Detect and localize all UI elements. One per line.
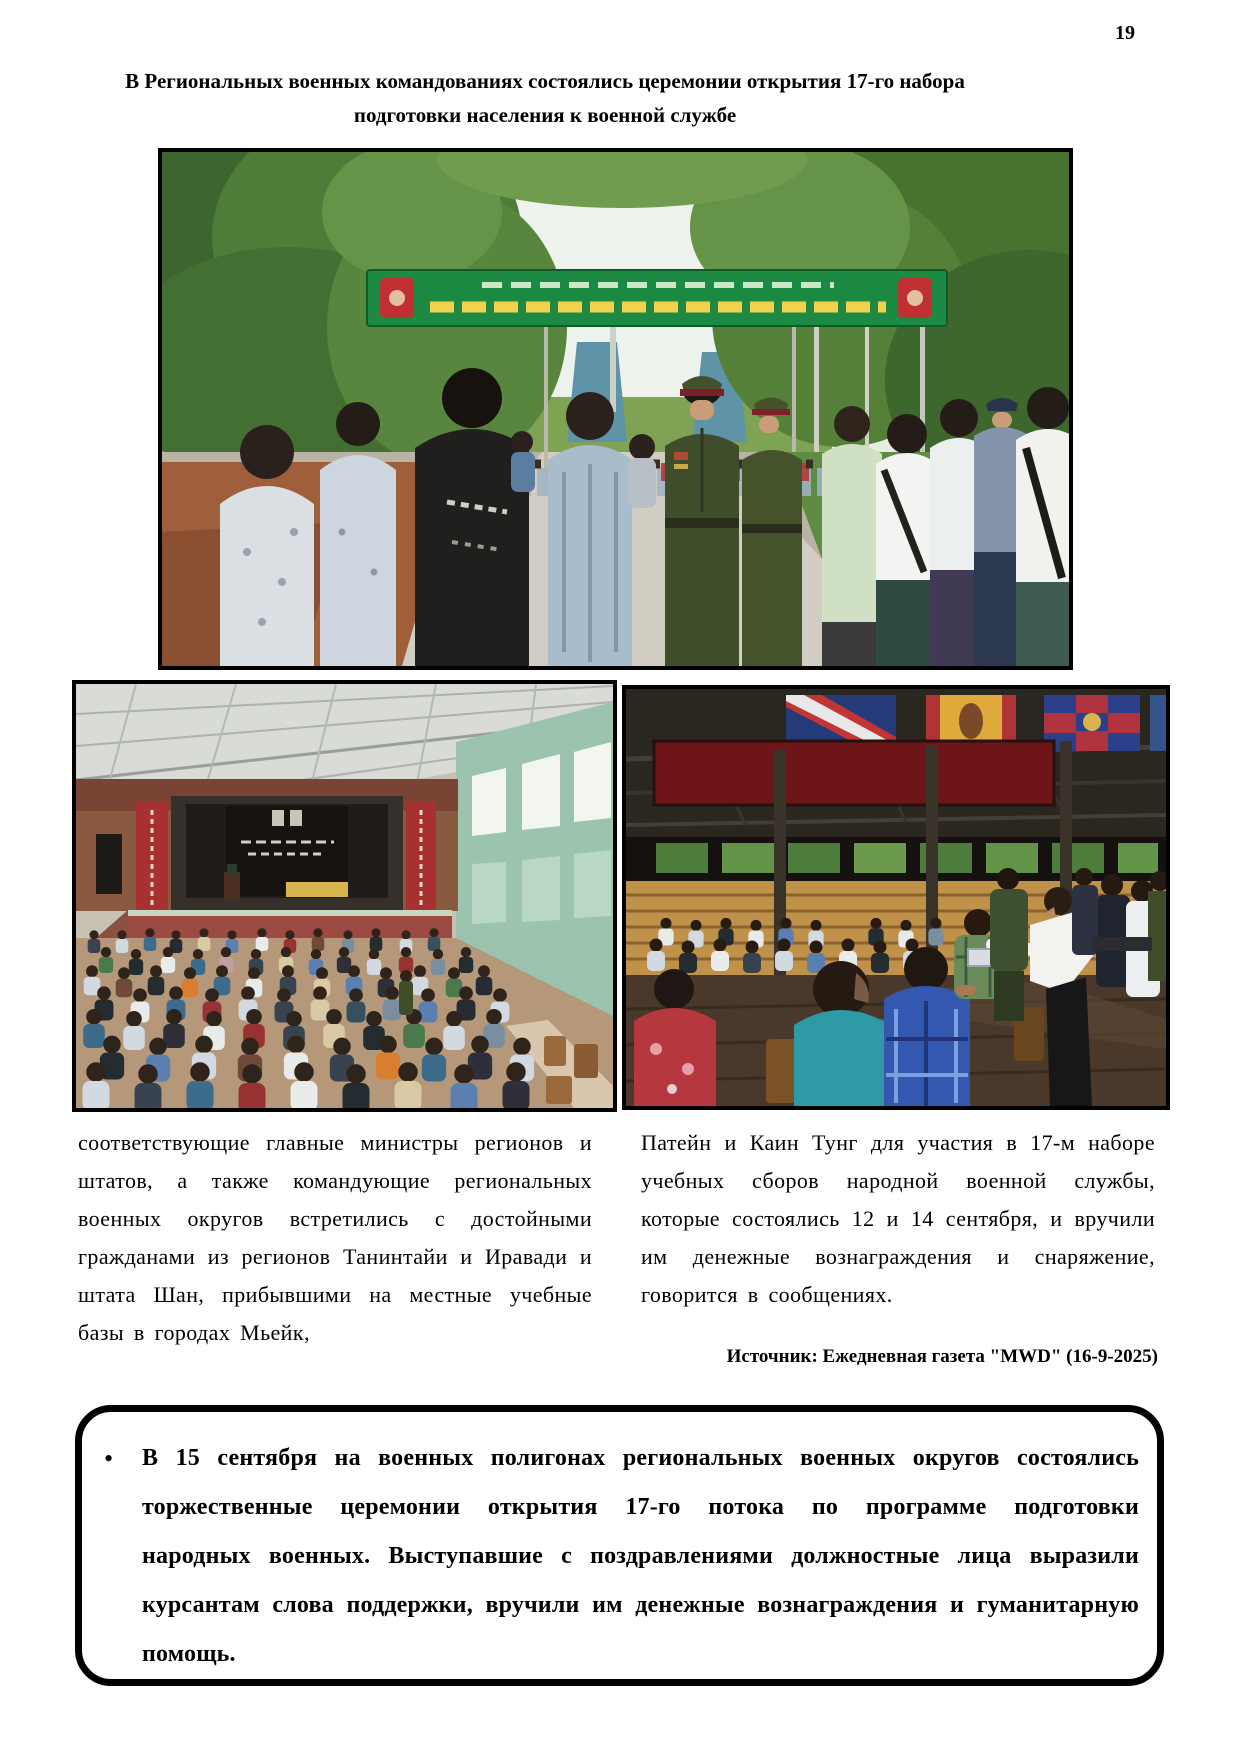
summary-box — [75, 1405, 1164, 1686]
article-left-column: соответствующие главные министры регионов и штатов, а также командующие региональных военных округов встретились с достойными гражданами из регионов Танинтайи и Иравади и штата Шан, прибывшими на местные учебные базы в городах Мьейк, — [78, 1130, 592, 1345]
photo-opening-ceremony-svg — [162, 152, 1069, 666]
summary-text: В 15 сентября на военных полигонах региональных военных округов состоялись торжественные церемонии открытия 17-го потока по программе подготовки народных военных. Выступавшие с поздравлениями должностные лица выразили курсантам слова поддержки, вручили им денежные вознаграждения и гуманитарную помощь. — [142, 1445, 1139, 1667]
article-right-column: Патейн и Каин Тунг для участия в 17-м наборе учебных сборов народной военной службы, которые состоялись 12 и 14 сентября, и вручили им денежные вознаграждения и снаряжение, говорится в сообщениях. — [641, 1130, 1155, 1307]
bullet-marker: • — [104, 1444, 114, 1473]
page-title — [75, 64, 1015, 132]
source-line: Источник: Ежедневная газета "MWD" (16-9-2025) — [726, 1346, 1158, 1367]
photo-hall-assembly — [72, 680, 617, 1112]
page-number: 19 — [1115, 22, 1135, 44]
photo-award-presentation — [622, 685, 1170, 1110]
photo-opening-ceremony — [158, 148, 1073, 670]
photo-award-presentation-svg — [626, 689, 1166, 1106]
title-line-1: В Региональных военных командованиях состоялись церемонии открытия 17-го набора — [125, 69, 965, 93]
red-board — [654, 741, 1054, 805]
article-columns — [78, 1124, 1155, 1352]
figure-standing-officer — [399, 970, 413, 1015]
title-line-2: подготовки населения к военной службе — [353, 103, 737, 127]
photo-hall-assembly-svg — [76, 684, 613, 1108]
figure-female-officer — [990, 868, 1028, 1021]
